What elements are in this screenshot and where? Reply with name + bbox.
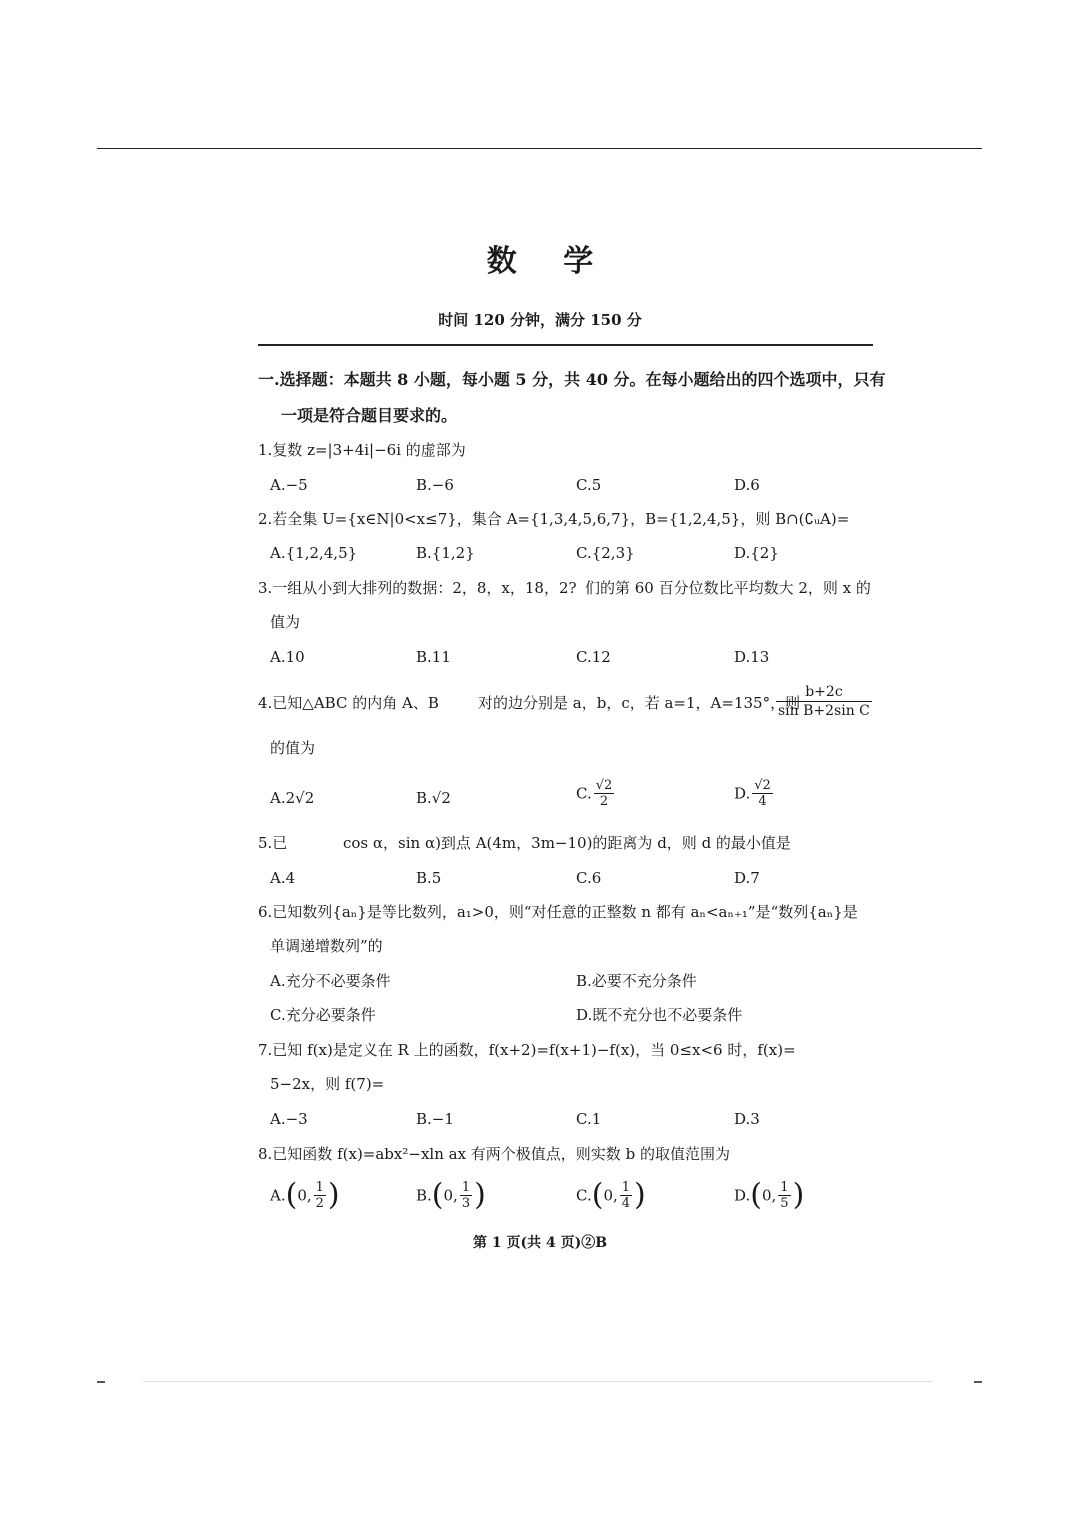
question-7-option-b: B.−1 — [416, 1110, 454, 1128]
question-8-option-b-label: B. — [416, 1186, 432, 1205]
question-8-stem: 8.已知函数 f(x)=abx²−xln ax 有两个极值点，则实数 b 的取值范围为 — [258, 1145, 730, 1163]
question-3-stem-part3: 值为 — [270, 613, 301, 631]
question-2-stem: 2.若全集 U={x∈N|0<x≤7}，集合 A={1,3,4,5,6,7}，B={1,2,4,5}，则 B∩(∁ᵤA)= — [258, 510, 850, 528]
question-8-option-b-denominator: 3 — [461, 1196, 471, 1211]
question-4-stem-part1: 4.已知△ABC 的内角 A、B — [258, 694, 439, 712]
question-6-option-a: A.充分不必要条件 — [270, 972, 391, 990]
question-7-option-d: D.3 — [734, 1110, 760, 1128]
question-4-option-d-denominator: 4 — [758, 794, 767, 809]
question-4-option-a: A.2√2 — [270, 789, 315, 807]
question-6-stem-part1: 6.已知数列{aₙ}是等比数列，a₁>0，则“对任意的正整数 n 都有 aₙ<aₙ₊₁”是“数列{aₙ}是 — [258, 903, 858, 921]
section-heading-line2: 一项是符合题目要求的。 — [281, 406, 458, 425]
question-4-option-c — [576, 778, 616, 809]
question-8-option-a-lead: 0, — [297, 1186, 312, 1205]
question-8-option-d — [734, 1177, 805, 1213]
question-4-option-b: B.√2 — [416, 789, 451, 807]
question-3-option-b: B.11 — [416, 648, 451, 666]
question-5-option-b: B.5 — [416, 869, 442, 887]
right-paren-icon: ) — [792, 1177, 805, 1213]
bottom-rule — [143, 1381, 933, 1382]
question-8-option-b-numerator: 1 — [461, 1180, 471, 1195]
question-4-option-c-denominator: 2 — [599, 794, 609, 809]
crop-mark-right — [974, 1381, 982, 1383]
question-2-option-b: B.{1,2} — [416, 544, 475, 562]
question-7-stem-part2: 5−2x，则 f(7)= — [270, 1075, 385, 1093]
question-8-option-d-denominator: 5 — [780, 1196, 789, 1211]
right-paren-icon: ) — [327, 1177, 340, 1213]
question-4-stem-part3: 的值为 — [270, 739, 316, 757]
question-4-option-d — [734, 778, 775, 809]
left-paren-icon: ( — [431, 1177, 444, 1213]
question-8-option-c-numerator: 1 — [621, 1180, 631, 1195]
question-1-option-a: A.−5 — [270, 476, 308, 494]
right-paren-icon: ) — [474, 1177, 486, 1213]
question-2-option-c: C.{2,3} — [576, 544, 635, 562]
question-7-stem-part1: 7.已知 f(x)是定义在 R 上的函数，f(x+2)=f(x+1)−f(x)，当 0≤x<6 时，f(x)= — [258, 1041, 796, 1059]
question-7-option-a: A.−3 — [270, 1110, 308, 1128]
right-paren-icon: ) — [634, 1177, 646, 1213]
question-4-fraction-denominator: sin B+2sin C — [778, 703, 870, 719]
question-5-option-c: C.6 — [576, 869, 602, 887]
question-1-option-c: C.5 — [576, 476, 602, 494]
question-5-option-d: D.7 — [734, 869, 760, 887]
left-paren-icon: ( — [591, 1177, 604, 1213]
question-2-option-a: A.{1,2,4,5} — [270, 544, 358, 562]
question-8-option-d-label: D. — [734, 1186, 751, 1205]
question-6-option-c: C.充分必要条件 — [270, 1006, 376, 1024]
question-7-option-c: C.1 — [576, 1110, 602, 1128]
page-footer: 第 1 页(共 4 页)②B — [472, 1235, 608, 1251]
question-5-stem-part2: cos α，sin α)到点 A(4m，3m−10)的距离为 d，则 d 的最小值是 — [343, 834, 791, 852]
question-6-stem-part2: 单调递增数列”的 — [270, 937, 383, 955]
question-8-option-c — [576, 1177, 646, 1213]
question-1-option-d: D.6 — [734, 476, 760, 494]
left-paren-icon: ( — [285, 1177, 298, 1213]
question-4-fraction — [774, 683, 874, 720]
question-8-option-a-numerator: 1 — [315, 1180, 324, 1195]
question-8-option-d-numerator: 1 — [780, 1180, 789, 1195]
question-3-option-d: D.13 — [734, 648, 770, 666]
question-8-option-b — [416, 1177, 486, 1213]
question-5-option-a: A.4 — [270, 869, 296, 887]
question-4-option-c-numerator: √2 — [595, 778, 613, 793]
question-1-stem: 1.复数 z=|3+4i|−6i 的虚部为 — [258, 441, 466, 459]
page-title: 数 学 — [486, 244, 612, 279]
question-8-option-c-denominator: 4 — [621, 1196, 631, 1211]
left-paren-icon: ( — [750, 1177, 762, 1213]
question-5-stem-part1: 5.已 — [258, 834, 288, 852]
question-1-option-b: B.−6 — [416, 476, 454, 494]
question-2-option-d: D.{2} — [734, 544, 779, 562]
section-heading-line1: 一.选择题：本题共 8 小题，每小题 5 分，共 40 分。在每小题给出的四个选项中，只有 — [258, 370, 886, 389]
question-4-stem-part2: 对的边分别是 a，b，c，若 a=1，A=135°，则 — [478, 694, 801, 712]
question-4-option-c-label: C. — [576, 784, 592, 803]
question-4-option-d-numerator: √2 — [754, 778, 771, 793]
question-8-option-c-label: C. — [576, 1186, 592, 1205]
question-6-option-d: D.既不充分也不必要条件 — [576, 1006, 743, 1024]
question-3-option-a: A.10 — [270, 648, 305, 666]
question-8-option-b-lead: 0, — [443, 1186, 458, 1205]
question-3-stem-part2: 们的第 60 百分位数比平均数大 2，则 x 的 — [585, 579, 871, 597]
question-8-option-d-lead: 0, — [761, 1186, 777, 1205]
question-3-stem-part1: 3.一组从小到大排列的数据：2，8，x，18，2? — [258, 579, 577, 597]
question-6-option-b: B.必要不充分条件 — [576, 972, 697, 990]
question-3-option-c: C.12 — [576, 648, 611, 666]
subtitle-rule — [258, 344, 873, 346]
question-8-option-c-lead: 0, — [603, 1186, 618, 1205]
question-8-option-a-label: A. — [270, 1186, 286, 1205]
top-rule — [97, 148, 982, 149]
question-8-option-a-denominator: 2 — [315, 1196, 324, 1211]
question-4-fraction-numerator: b+2c — [776, 683, 872, 702]
crop-mark-left — [97, 1381, 105, 1383]
question-4-option-d-label: D. — [734, 784, 751, 803]
exam-time-info: 时间 120 分钟，满分 150 分 — [438, 311, 642, 329]
question-8-option-a — [270, 1177, 340, 1213]
